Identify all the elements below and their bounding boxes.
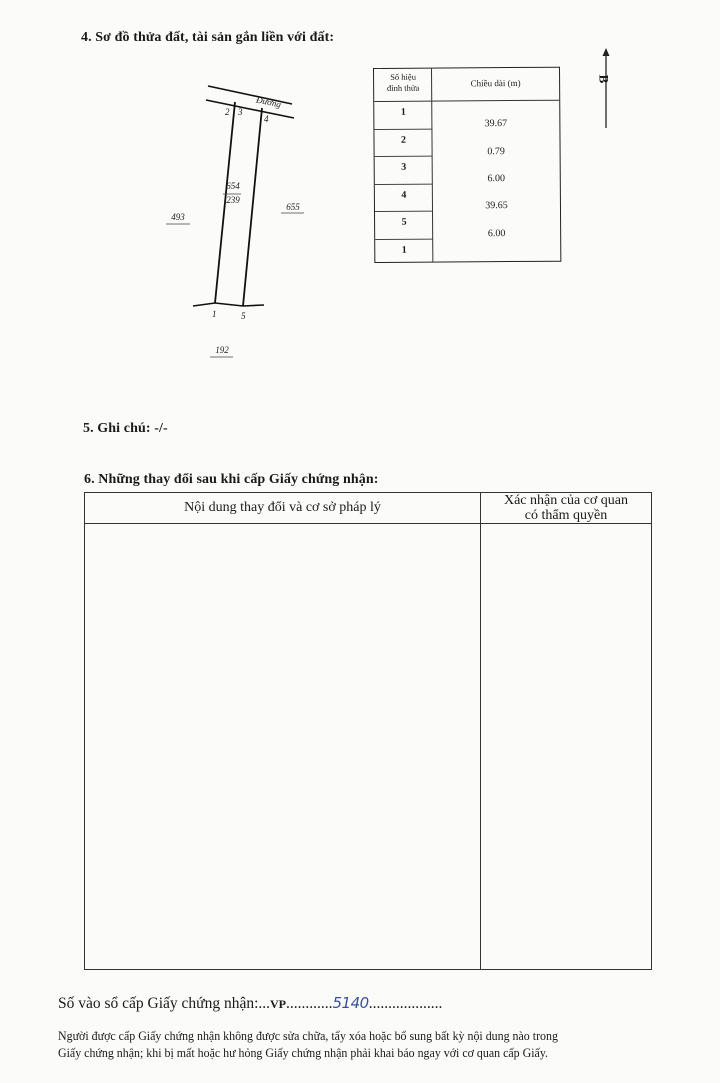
vertex-label-5: 5	[241, 311, 246, 321]
legal-notice	[58, 1028, 698, 1062]
vertex-cell: 4	[375, 184, 433, 212]
changes-table	[84, 492, 652, 970]
header-authority-confirmation: Xác nhận của cơ quan có thẩm quyền	[503, 493, 628, 523]
dots: ...................	[368, 995, 443, 1012]
registration-number: 5140	[332, 994, 369, 1012]
dots: ............	[286, 995, 333, 1012]
north-arrow-icon	[597, 48, 617, 130]
length-value: 6.00	[487, 228, 506, 240]
vertex-cell: 5	[375, 212, 433, 240]
section-5-notes: 5. Ghi chú: -/-	[83, 421, 168, 436]
north-letter: B	[596, 74, 612, 84]
change-content-cell	[85, 524, 480, 969]
section-6-title: 6. Những thay đổi sau khi cấp Giấy chứng nhận:	[84, 472, 379, 487]
parcel-area: 239	[226, 195, 240, 205]
vertex-label-4: 4	[264, 114, 269, 124]
vertex-label-3: 3	[238, 107, 243, 117]
section-4-title: 4. Sơ đồ thửa đất, tài sản gắn liền với đất:	[81, 30, 335, 45]
neighbor-parcel-left: 493	[171, 212, 185, 222]
registration-line	[58, 994, 442, 1013]
table-header-row	[374, 68, 559, 102]
header-length: Chiều dài (m)	[470, 77, 521, 89]
vertex-label-2: 2	[225, 107, 230, 117]
parcel-number: 654	[226, 181, 240, 191]
registration-label: Số vào sổ cấp Giấy chứng nhận:	[58, 995, 259, 1012]
vertex-cell: 3	[375, 157, 433, 185]
vertex-cell: 2	[374, 129, 432, 157]
road-label: Đường	[255, 94, 282, 110]
registration-prefix: VP	[270, 997, 287, 1011]
length-value: 6.00	[487, 173, 506, 185]
header-vertex-id: Số hiệu đỉnh thửa	[386, 71, 420, 93]
vertex-cell: 1	[374, 102, 432, 130]
length-value: 0.79	[487, 146, 505, 158]
length-value: 39.65	[485, 200, 508, 212]
dots: ...	[258, 995, 271, 1012]
vertex-label-1: 1	[212, 309, 217, 319]
vertex-length-table	[373, 67, 561, 263]
notice-line-1: Người được cấp Giấy chứng nhận không được sửa chữa, tẩy xóa hoặc bổ sung bất kỳ nội dung nào trong	[58, 1029, 558, 1043]
header-change-content: Nội dung thay đổi và cơ sở pháp lý	[184, 500, 381, 515]
north-arrow	[597, 48, 617, 130]
length-value: 39.67	[484, 118, 508, 130]
notice-line-2: Giấy chứng nhận; khi bị mất hoặc hư hỏng Giấy chứng nhận phải khai báo ngay với cơ quan cấp Giấy.	[58, 1046, 549, 1060]
neighbor-parcel-right: 655	[286, 202, 300, 212]
authority-confirmation-cell	[481, 524, 651, 969]
vertex-cell: 1	[401, 244, 407, 256]
neighbor-parcel-bottom: 192	[215, 345, 229, 355]
